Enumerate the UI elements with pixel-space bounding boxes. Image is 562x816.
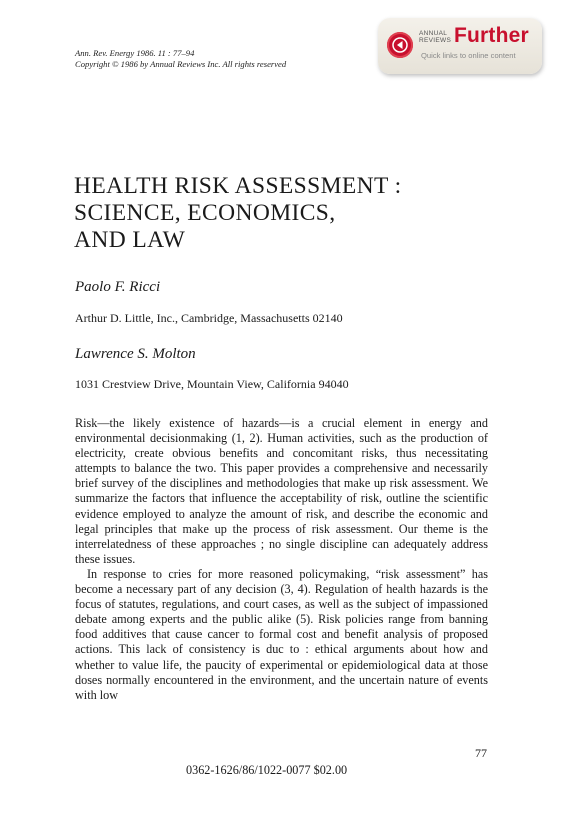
play-arrow-icon — [387, 32, 413, 58]
price-code: 0362-1626/86/1022-0077 $02.00 — [186, 763, 348, 777]
author-name-1: Paolo F. Ricci — [75, 279, 161, 295]
citation-line-2: Copyright © 1986 by Annual Reviews Inc. All rights reserved — [75, 59, 287, 69]
author-affiliation-1: Arthur D. Little, Inc., Cambridge, Massachusetts 02140 — [75, 311, 343, 325]
further-tagline: Quick links to online content — [421, 51, 516, 60]
further-brand-text — [419, 30, 451, 44]
further-badge[interactable] — [378, 18, 542, 74]
title-line-1: HEALTH RISK ASSESSMENT : — [74, 173, 402, 199]
citation-line-1: Ann. Rev. Energy 1986. 11 : 77–94 — [75, 48, 195, 58]
article-title — [74, 173, 402, 254]
title-line-2: SCIENCE, ECONOMICS, — [74, 200, 336, 226]
reviews-label: REVIEWS — [419, 37, 452, 44]
author-name-2: Lawrence S. Molton — [75, 346, 196, 362]
annual-label: ANNUAL — [419, 30, 448, 37]
page-number: 77 — [475, 746, 487, 760]
article-body — [75, 416, 488, 703]
further-word: Further — [454, 24, 529, 47]
body-paragraph-2: In response to cries for more reasoned policymaking, “risk assessment” has become a necessary part of any decision (3, 4). Regulation of health hazards is the focus of statutes, regulations, and court cases, as well as the subject of impassioned debate among experts and the public alike (5). Risk policies range from banning food additives that cause cancer to formal cost and benefit analysis of proposed actions. This lack of consistency is duc to : ethical arguments about how and whether to value life, the paucity of experimental or epidemiological data at those doses normally encountered in the environment, and the uncertain nature of events with low — [75, 566, 488, 702]
body-paragraph-1: Risk—the likely existence of hazards—is a crucial element in energy and environmental decisionmaking (1, 2). Human activities, such as the production of electricity, create obvious benefits and concomitant risks, thus necessitating attempts to balance the two. This paper provides a comprehensive and necessarily brief survey of the disciplines and methodologies that make up risk assessment. We summarize the factors that influence the acceptability of risk, outline the scientific evidence employed to analyze the amount of risk, and describe the economic and legal principles that make up the process of risk assessment. Our theme is the interrelatedness of these approaches ; no single discipline can adequately address these issues. — [75, 416, 488, 566]
title-line-3: AND LAW — [74, 227, 186, 253]
citation-header — [75, 48, 286, 70]
author-affiliation-2: 1031 Crestview Drive, Mountain View, California 94040 — [75, 377, 349, 391]
